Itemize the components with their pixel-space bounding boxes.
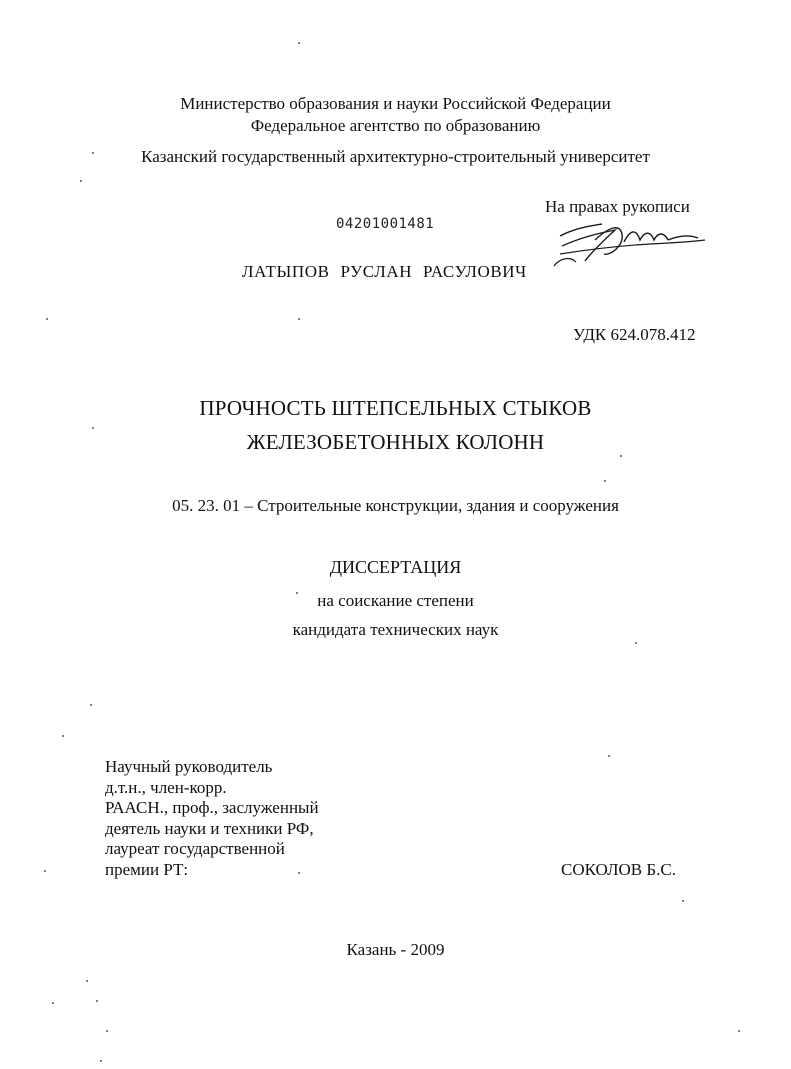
scan-speck: [92, 152, 94, 154]
scan-speck: [682, 900, 684, 902]
place-year: Казань - 2009: [346, 940, 445, 959]
title-line-2: ЖЕЛЕЗОБЕТОННЫХ КОЛОНН: [246, 430, 545, 454]
scan-speck: [298, 42, 300, 44]
udc-code: УДК 624.078.412: [573, 325, 696, 344]
scan-speck: [52, 1002, 54, 1004]
scan-speck: [620, 455, 622, 457]
supervisor-line: РААСН., проф., заслуженный: [105, 798, 319, 817]
supervisor-name: СОКОЛОВ Б.С.: [561, 860, 676, 879]
supervisor-line: премии РТ:: [105, 859, 189, 879]
dissertation-label: ДИССЕРТАЦИЯ: [329, 557, 462, 577]
author-name: ЛАТЫПОВ РУСЛАН РАСУЛОВИЧ: [242, 262, 527, 281]
scan-speck: [62, 735, 64, 737]
scan-speck: [92, 427, 94, 429]
scan-speck: [296, 592, 298, 594]
degree-line-1: на соискание степени: [317, 591, 474, 610]
scan-speck: [106, 1030, 108, 1032]
supervisor-line: лауреат государственной: [105, 839, 285, 858]
agency-line: Федеральное агентство по образованию: [250, 116, 541, 135]
scan-speck: [635, 642, 637, 644]
scan-speck: [604, 480, 606, 482]
scan-speck: [90, 704, 92, 706]
supervisor-line: деятель науки и техники РФ,: [105, 818, 314, 838]
ministry-line: Министерство образования и науки Российской Федерации: [180, 94, 611, 113]
scan-speck: [44, 870, 46, 872]
scan-speck: [96, 1000, 98, 1002]
scan-speck: [80, 180, 82, 182]
scan-speck: [86, 980, 88, 982]
scan-speck: [100, 1060, 102, 1062]
scan-speck: [298, 318, 300, 320]
degree-line-2: кандидата технических наук: [292, 620, 499, 639]
scan-speck: [738, 1030, 740, 1032]
specialty-line: 05. 23. 01 – Строительные конструкции, здания и сооружения: [172, 496, 619, 515]
scan-speck: [298, 872, 300, 874]
handwritten-signature: [540, 206, 710, 276]
registration-number: 04201001481: [336, 216, 435, 232]
supervisor-line: Научный руководитель: [105, 757, 273, 776]
scan-speck: [608, 755, 610, 757]
supervisor-line: д.т.н., член-корр.: [105, 777, 227, 797]
title-line-1: ПРОЧНОСТЬ ШТЕПСЕЛЬНЫХ СТЫКОВ: [199, 396, 592, 420]
university-line: Казанский государственный архитектурно-строительный университет: [141, 147, 650, 166]
scan-speck: [46, 318, 48, 320]
supervisor-block: [105, 757, 319, 880]
manuscript-rights-label: На правах рукописи: [545, 197, 690, 216]
